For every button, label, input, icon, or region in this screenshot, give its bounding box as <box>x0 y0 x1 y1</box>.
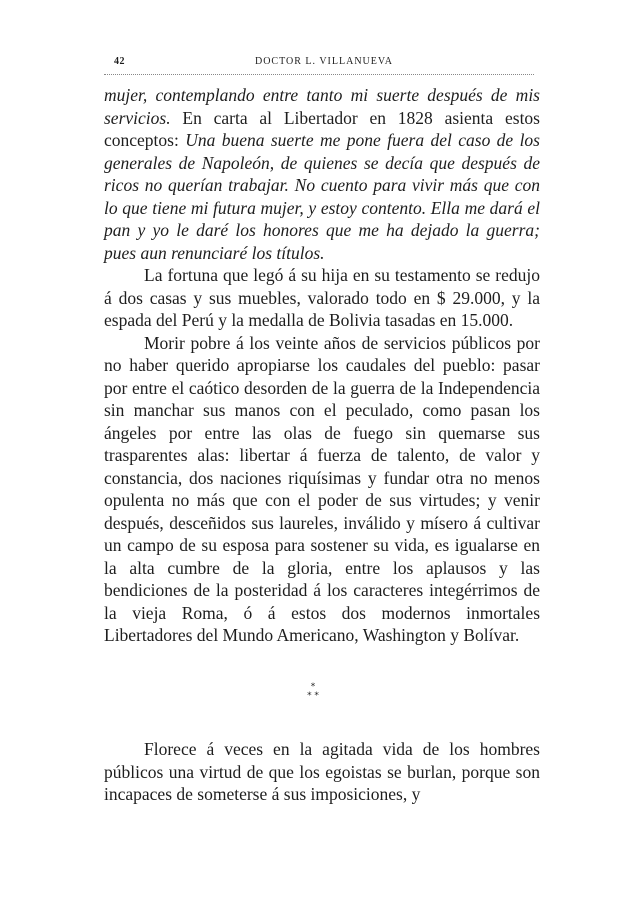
asterism-ornament <box>298 683 328 707</box>
italic-quote-2: Una buena suerte me pone fuera del caso de los generales de Napoleón, de quienes se decía que después de ricos no querían trabajar. No cuento para vivir más que con lo que tiene mi futura mujer, y estoy contento. Ella me dará el pan y yo le daré los honores que me ha dejado la guerra; pues aun renunciaré los títulos. <box>104 130 540 263</box>
paragraph-4: Florece á veces en la agitada vida de los hombres públicos una virtud de que los egoistas se burlan, porque son incapaces de someterse á sus imposiciones, y <box>104 739 540 804</box>
asterism-top: * <box>310 682 316 692</box>
paragraph-2: La fortuna que legó á su hija en su testamento se redujo á dos casas y sus muebles, valorado todo en $ 29.000, y la espada del Perú y la medalla de Bolivia tasadas en 15.000. <box>104 265 540 330</box>
body-text <box>104 84 540 647</box>
header-rule <box>104 74 534 75</box>
paragraph-3: Morir pobre á los veinte años de servicios públicos por no haber querido apropiarse los caudales del pueblo: pasar por entre el caótico desorden de la guerra de la Independencia sin manchar sus manos con el peculado, como pasan los ángeles por entre las olas de fuego sin quemarse sus trasparentes alas: libertar á fuerza de talento, de valor y constancia, dos naciones riquísimas y fundar otra no menos opulenta no más que con el poder de sus virtudes; y venir después, desceñidos sus laureles, inválido y mísero á cultivar un campo de su esposa para sostener su vida, es igualarse en la alta cumbre de la gloria, entre los aplausos y las bendiciones de la posteridad á los caracteres integérrimos de la vieja Roma, ó á estos dos modernos inmortales Libertadores del Mundo Americano, Washington y Bolívar. <box>104 332 540 645</box>
body-text-continued <box>104 738 540 806</box>
italic-quote-1: mujer, contemplando entre tanto mi suerte después de mis servicios. <box>104 85 540 128</box>
paragraph-1 <box>104 84 540 264</box>
asterism-bottom: * * <box>307 691 319 701</box>
page-number: 42 <box>114 56 125 67</box>
running-title: DOCTOR L. VILLANUEVA <box>254 56 394 67</box>
roman-text-1: En carta al Libertador en 1828 asienta estos conceptos: <box>104 107 540 150</box>
running-head <box>104 56 544 72</box>
